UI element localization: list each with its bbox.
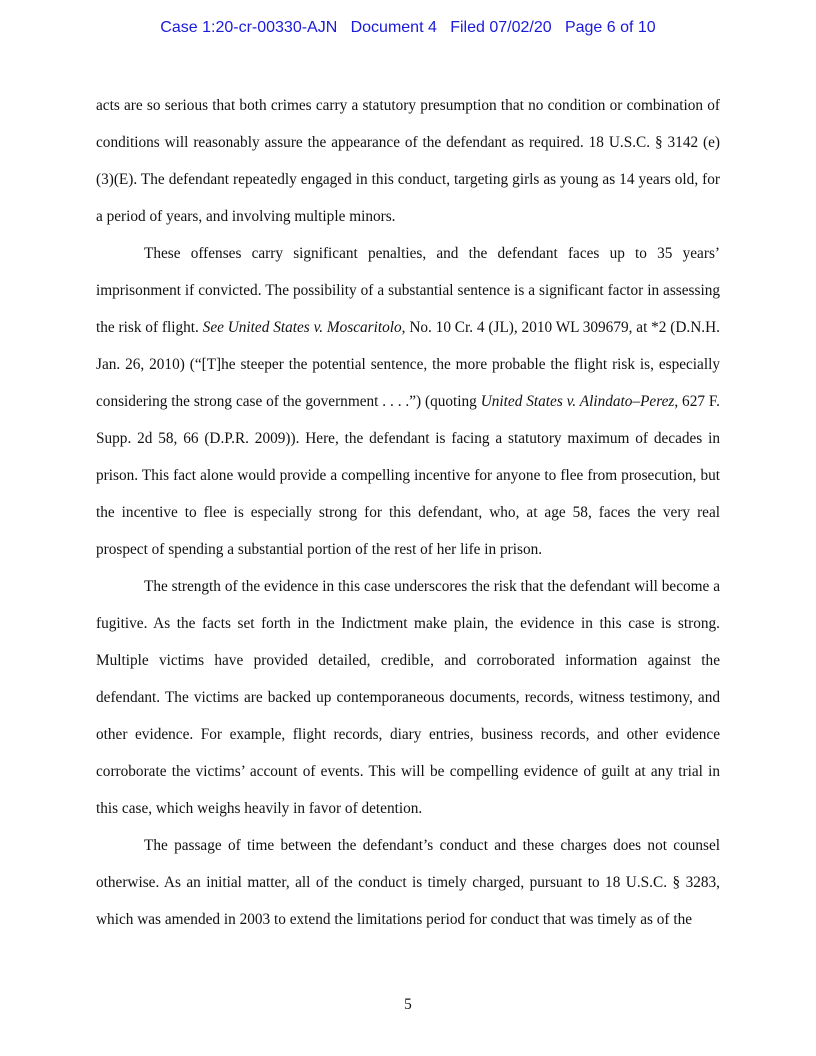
paragraph-2-text-1: These offenses carry significant penalties, and the defendant faces up to 35 years’ imprisonment if convicted. The possibility of a substantial sentence is a significant factor in assessing the risk of flight. <box>96 245 720 336</box>
paragraph-2 <box>96 235 720 568</box>
paragraph-1: acts are so serious that both crimes carry a statutory presumption that no condition or combination of conditions will reasonably assure the appearance of the defendant as required. 18 U.S.C. § 3142 (e)(3)(E). The defendant repeatedly engaged in this conduct, targeting girls as young as 14 years old, for a period of years, and involving multiple minors. <box>96 97 720 225</box>
case-citation-alindato-perez: United States v. Alindato–Perez <box>480 393 675 410</box>
paragraph-4: The passage of time between the defendant’s conduct and these charges does not counsel otherwise. As an initial matter, all of the conduct is timely charged, pursuant to 18 U.S.C. § 3283, which was amended in 2003 to extend the limitations period for conduct that was timely as of the <box>96 837 720 928</box>
case-citation-moscaritolo: See United States v. Moscaritolo <box>202 319 402 336</box>
paragraph-2-text-3: , 627 F. Supp. 2d 58, 66 (D.P.R. 2009)). Here, the defendant is facing a statutory maximum of decades in prison. This fact alone would provide a compelling incentive for anyone to flee from prosecution, but the incentive to flee is especially strong for this defendant, who, at age 58, faces the very real prospect of spending a substantial portion of the rest of her life in prison. <box>96 393 720 558</box>
paragraph-2-text-2: , No. 10 Cr. 4 (JL), 2010 WL 309679, at *2 (D.N.H. Jan. 26, 2010) (“[T]he steeper the potential sentence, the more probable the flight risk is, especially considering the strong case of the government . . . .”) (quoting <box>96 319 720 410</box>
page-number: 5 <box>404 996 412 1013</box>
document-body <box>96 87 720 938</box>
case-header: Case 1:20-cr-00330-AJN Document 4 Filed 07/02/20 Page 6 of 10 <box>160 19 656 36</box>
paragraph-3: The strength of the evidence in this case underscores the risk that the defendant will become a fugitive. As the facts set forth in the Indictment make plain, the evidence in this case is strong. Multiple victims have provided detailed, credible, and corroborated information against the defendant. The victims are backed up contemporaneous documents, records, witness testimony, and other evidence. For example, flight records, diary entries, business records, and other evidence corroborate the victims’ account of events. This will be compelling evidence of guilt at any trial in this case, which weighs heavily in favor of detention. <box>96 578 720 817</box>
